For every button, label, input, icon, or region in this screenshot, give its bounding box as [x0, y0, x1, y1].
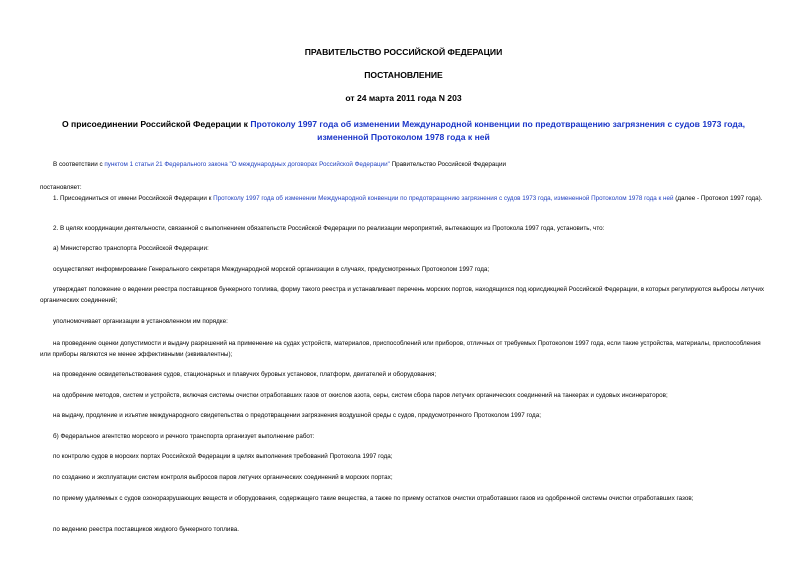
- document-date-number: от 24 марта 2011 года N 203: [345, 93, 462, 103]
- intro-text-end: Правительство Российской Федерации: [389, 161, 507, 168]
- item-1-text: 1. Присоединиться от имени Российской Федерации к: [53, 195, 214, 202]
- subitem-b: б) Федеральное агентство морского и речного транспорта организует выполнение работ:: [53, 433, 315, 440]
- item-1-protocol-link[interactable]: Протоколу 1997 года об изменении Международной конвенции по предотвращению загрязнения с судов 1973 года, измененной Протоколом 1978 года к ней: [213, 195, 674, 202]
- document-type: ПОСТАНОВЛЕНИЕ: [364, 70, 443, 80]
- item-1: [40, 193, 770, 204]
- subitem-a-3-1: на проведение оценки допустимости и выдачу разрешений на применение на судах устройств, материалов, приспособлений или приборов, отличных от требуемых Протоколом 1997 года, если такие устройства, материалы, приспособления или приборы являются не менее эффективными (эквивалентны);: [40, 340, 761, 358]
- item-2: 2. В целях координации деятельности, связанной с выполнением обязательств Российской Федерации по реализации мероприятий, вытекающих из Протокола 1997 года, установить, что:: [53, 225, 605, 232]
- subitem-b-3: по приему удаляемых с судов озоноразрушающих веществ и оборудования, содержащего такие вещества, а также по приему остатков очистки отработавших газов из одобренной системы очистки отработавших газов;: [53, 495, 694, 502]
- subitem-a-3-2: на проведение освидетельствования судов, стационарных и плавучих буровых установок, платформ, двигателей и оборудования;: [53, 371, 437, 378]
- intro-paragraph: [40, 159, 770, 170]
- subitem-a: а) Министерство транспорта Российской Федерации:: [53, 245, 209, 252]
- subitem-b-4: по ведению реестра поставщиков жидкого бункерного топлива.: [53, 526, 239, 533]
- subitem-b-1: по контролю судов в морских портах Российской Федерации в целях выполнения требований Протокола 1997 года;: [53, 453, 393, 460]
- subitem-a-3-4: на выдачу, продление и изъятие международного свидетельства о предотвращении загрязнения воздушной среды с судов, предусмотренного Протоколом 1997 года;: [53, 412, 541, 419]
- federal-law-link[interactable]: пунктом 1 статьи 21 Федерального закона "О международных договорах Российской Федерации": [104, 161, 390, 168]
- subitem-b-2: по созданию и эксплуатации систем контроля выбросов паров летучих органических соединений в морских портах;: [53, 474, 393, 481]
- title-text: О присоединении Российской Федерации к: [61, 119, 251, 129]
- item-1-text-end: (далее - Протокол 1997 года).: [673, 195, 763, 202]
- document-title: [40, 118, 767, 144]
- subitem-a-3: уполномочивает организации в установленном им порядке:: [53, 318, 228, 325]
- government-heading: ПРАВИТЕЛЬСТВО РОССИЙСКОЙ ФЕДЕРАЦИИ: [304, 47, 503, 57]
- intro-text: В соответствии с: [53, 161, 105, 168]
- subitem-a-3-3: на одобрение методов, систем и устройств, включая системы очистки отработавших газов от окислов азота, серы, систем сбора паров летучих органических соединений на танкерах и судовых инсинераторов;: [53, 392, 668, 399]
- title-protocol-link[interactable]: Протоколу 1997 года об изменении Международной конвенции по предотвращению загрязнения с судов 1973 года, измененной Протоколом 1978 года к ней: [250, 119, 746, 142]
- decree-word: постановляет:: [40, 184, 82, 191]
- subitem-a-2: утверждает положение о ведении реестра поставщиков бункерного топлива, форму такого реестра и устанавливает перечень морских портов, находящихся под юрисдикцией Российской Федерации, в которых регулируются выбросы летучих органических соединений;: [40, 286, 765, 304]
- subitem-a-1: осуществляет информирование Генерального секретаря Международной морской организации в случаях, предусмотренных Протоколом 1997 года;: [53, 266, 490, 273]
